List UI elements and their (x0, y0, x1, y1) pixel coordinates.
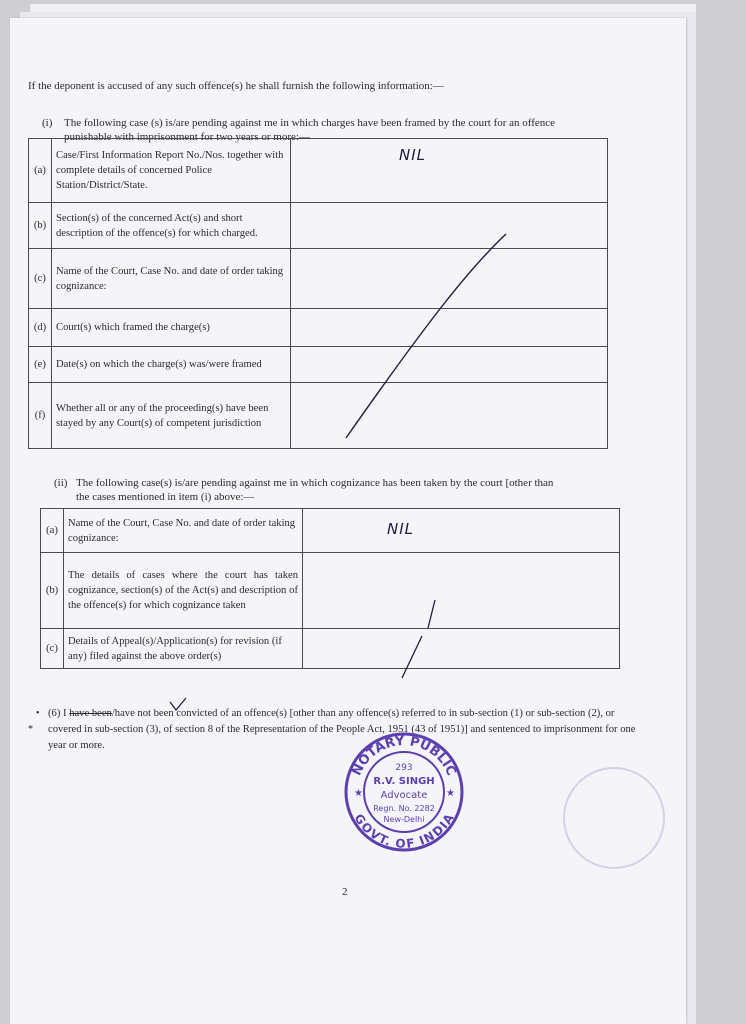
row-letter: (f) (29, 383, 52, 449)
row-question: Whether all or any of the proceeding(s) have been stayed by any Court(s) of competent jurisdiction (52, 383, 291, 449)
row-question: Details of Appeal(s)/Application(s) for revision (if any) filed against the above order(s) (64, 629, 303, 669)
stamp-bottom-text: GOVT. OF INDIA (351, 811, 457, 851)
row-letter: (c) (41, 629, 64, 669)
row-question: Case/First Information Report No./Nos. together with complete details of concerned Police Station/District/State. (52, 139, 291, 203)
intro-text: If the deponent is accused of any such offence(s) he shall furnish the following information:— (28, 80, 444, 92)
tick-mark-icon (170, 698, 186, 710)
stamp-star-left: ★ (354, 788, 363, 799)
row-question: Date(s) on which the charge(s) was/were framed (52, 347, 291, 383)
item1-text-line1: The following case (s) is/are pending against me in which charges have been framed by the court for an offence (64, 117, 556, 129)
row-letter: (d) (29, 309, 52, 347)
stamp-place: New-Delhi (383, 815, 425, 824)
row-question: Court(s) which framed the charge(s) (52, 309, 291, 347)
para6-lead: (6) I (48, 708, 70, 719)
stamp-title: Advocate (380, 790, 428, 801)
asterisk-mark: * (28, 724, 33, 735)
row-question: Name of the Court, Case No. and date of order taking cognizance: (64, 509, 303, 553)
item2-number: (ii) (54, 477, 68, 489)
stamp-top-text: NOTARY PUBLIC (349, 733, 459, 779)
faint-stamp-bleed (564, 768, 664, 868)
para6-rest: /have not been convicted of an offence(s) [other than any offence(s) referred to in sub-section (1) or sub-section (2), or covered in sub-section (3), of section 8 of the Representation of the People Act, 1951 (43 of 1951)] and sentenced to imprisonment for one year or more. (48, 708, 636, 751)
stamp-serial: 293 (395, 763, 413, 773)
document-page (10, 18, 686, 1024)
stamp-star-right: ★ (446, 788, 455, 799)
notary-stamp (346, 734, 462, 851)
row-letter: (e) (29, 347, 52, 383)
diagonal-cancel-line-1 (346, 234, 506, 438)
row-letter: (b) (29, 203, 52, 249)
row-question: Name of the Court, Case No. and date of order taking cognizance: (52, 249, 291, 309)
item1-text-line2: punishable with imprisonment for two years or more:— (64, 131, 310, 143)
row-letter: (b) (41, 553, 64, 629)
item2-text-line2: the cases mentioned in item (i) above:— (76, 491, 255, 503)
row-question: The details of cases where the court has taken cognizance, section(s) of the Act(s) and description of the offence(s) for which cognizance taken (64, 553, 303, 629)
item2-text-line1: The following case(s) is/are pending against me in which cognizance has been taken by the court [other than (76, 477, 554, 489)
bullet-mark: • (36, 708, 40, 719)
row-letter: (a) (41, 509, 64, 553)
stamp-regn: Regn. No. 2282 (373, 804, 435, 813)
page-number: 2 (342, 886, 348, 898)
answer-handwritten-nil: NIL (387, 520, 415, 538)
row-question: Section(s) of the concerned Act(s) and short description of the offence(s) for which charged. (52, 203, 291, 249)
answer-handwritten-nil: NIL (399, 146, 427, 164)
para6-struck-text: have been (69, 708, 112, 719)
row-letter: (a) (29, 139, 52, 203)
stamp-name: R.V. SINGH (373, 776, 435, 787)
stamp-and-marks-layer (10, 18, 686, 1024)
diagonal-cancel-line-2 (402, 600, 435, 678)
item1-number: (i) (42, 117, 53, 129)
row-letter: (c) (29, 249, 52, 309)
